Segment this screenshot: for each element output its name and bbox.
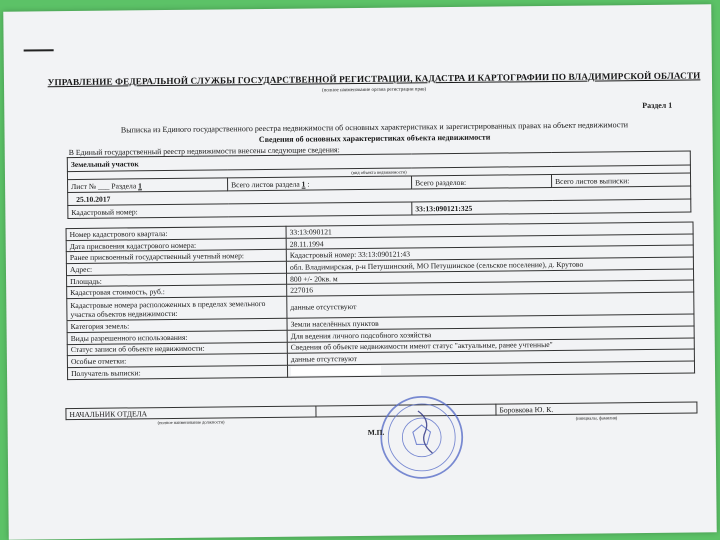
- extract-title: Выписка из Единого государственного реестра недвижимости об основных характеристиках и зарегистрированных правах на объект недвижимости: [120, 120, 629, 135]
- object-type: Земельный участок: [67, 151, 690, 172]
- object-header-table: [67, 151, 692, 220]
- authority-title: УПРАВЛЕНИЕ ФЕДЕРАЛЬНОЙ СЛУЖБЫ ГОСУДАРСТВЕННОЙ РЕГИСТРАЦИИ, КАДАСТРА И КАРТОГРАФИИ ПО ВЛАДИМИРСКОЙ ОБЛАСТИ: [47, 70, 701, 88]
- table-row: Адрес: обл. Владимирская, р-н Петушинский, МО Петушинское (сельское поселение), д. Крутово: [66, 257, 693, 275]
- table-row: Кадастровые номера расположенных в пределах земельного участка объектов недвижимости: данные отсутствуют: [67, 292, 694, 321]
- table-row: Категория земель: Земли населённых пунктов: [67, 314, 694, 332]
- total-sections-cell: Всего разделов:: [411, 174, 551, 188]
- table-row: Кадастровая стоимость, руб.: 227016: [67, 280, 694, 298]
- official-seal-stamp: [377, 393, 466, 482]
- intro-text: В Единый государственный реестр недвижимости внесены следующие сведения:: [68, 145, 340, 158]
- signer-name: Боровкова Ю. К.: [496, 402, 697, 415]
- object-type-caption: (вид объекта недвижимости): [67, 165, 690, 180]
- section-label: Раздел 1: [642, 100, 673, 111]
- table-row: Номер кадастрового квартала: 33:13:090121: [66, 222, 693, 240]
- authority-caption: (полное наименование органа регистрации прав): [321, 87, 427, 94]
- total-extract-sheets-cell: Всего листов выписки:: [551, 173, 690, 187]
- table-row: Ранее присвоенный государственный учетный номер: Кадастровый номер: 33:13:090121:43: [66, 245, 693, 263]
- position-cell: НАЧАЛЬНИК ОТДЕЛА: [66, 406, 316, 420]
- margin-mark: [24, 49, 54, 51]
- redaction-box: [291, 366, 381, 376]
- cadastral-label: Кадастровый номер:: [68, 202, 412, 219]
- table-row: Статус записи об объекте недвижимости: Сведения об объекте недвижимости имеют статус "актуальные, ранее учтенные": [67, 338, 694, 356]
- section-sheets-cell: Всего листов раздела 1 :: [228, 176, 412, 191]
- table-row: Особые отметки: данные отсутствуют: [67, 349, 694, 367]
- table-row: Дата присвоения кадастрового номера: 28.11.1994: [66, 234, 693, 252]
- name-caption: (инициалы, фамилия): [575, 415, 618, 421]
- position-caption: (полное наименование должности): [157, 419, 225, 425]
- cadastral-value: 33:13:090121:325: [412, 199, 691, 215]
- characteristics-table: [66, 222, 696, 380]
- info-title: Сведения об основных характеристиках объекта недвижимости: [258, 132, 491, 145]
- sheet-cell: Лист № ___ Раздела 1: [68, 178, 228, 193]
- seal-mark: М.П.: [367, 427, 385, 437]
- table-row: Виды разрешенного использования: Для ведения личного подсобного хозяйства: [67, 326, 694, 344]
- extract-date: 25.10.2017: [68, 186, 691, 206]
- table-row: Получатель выписки:: [67, 361, 694, 379]
- document-page: [3, 4, 716, 539]
- table-row: Площадь: 800 +/- 20кв. м: [67, 269, 694, 287]
